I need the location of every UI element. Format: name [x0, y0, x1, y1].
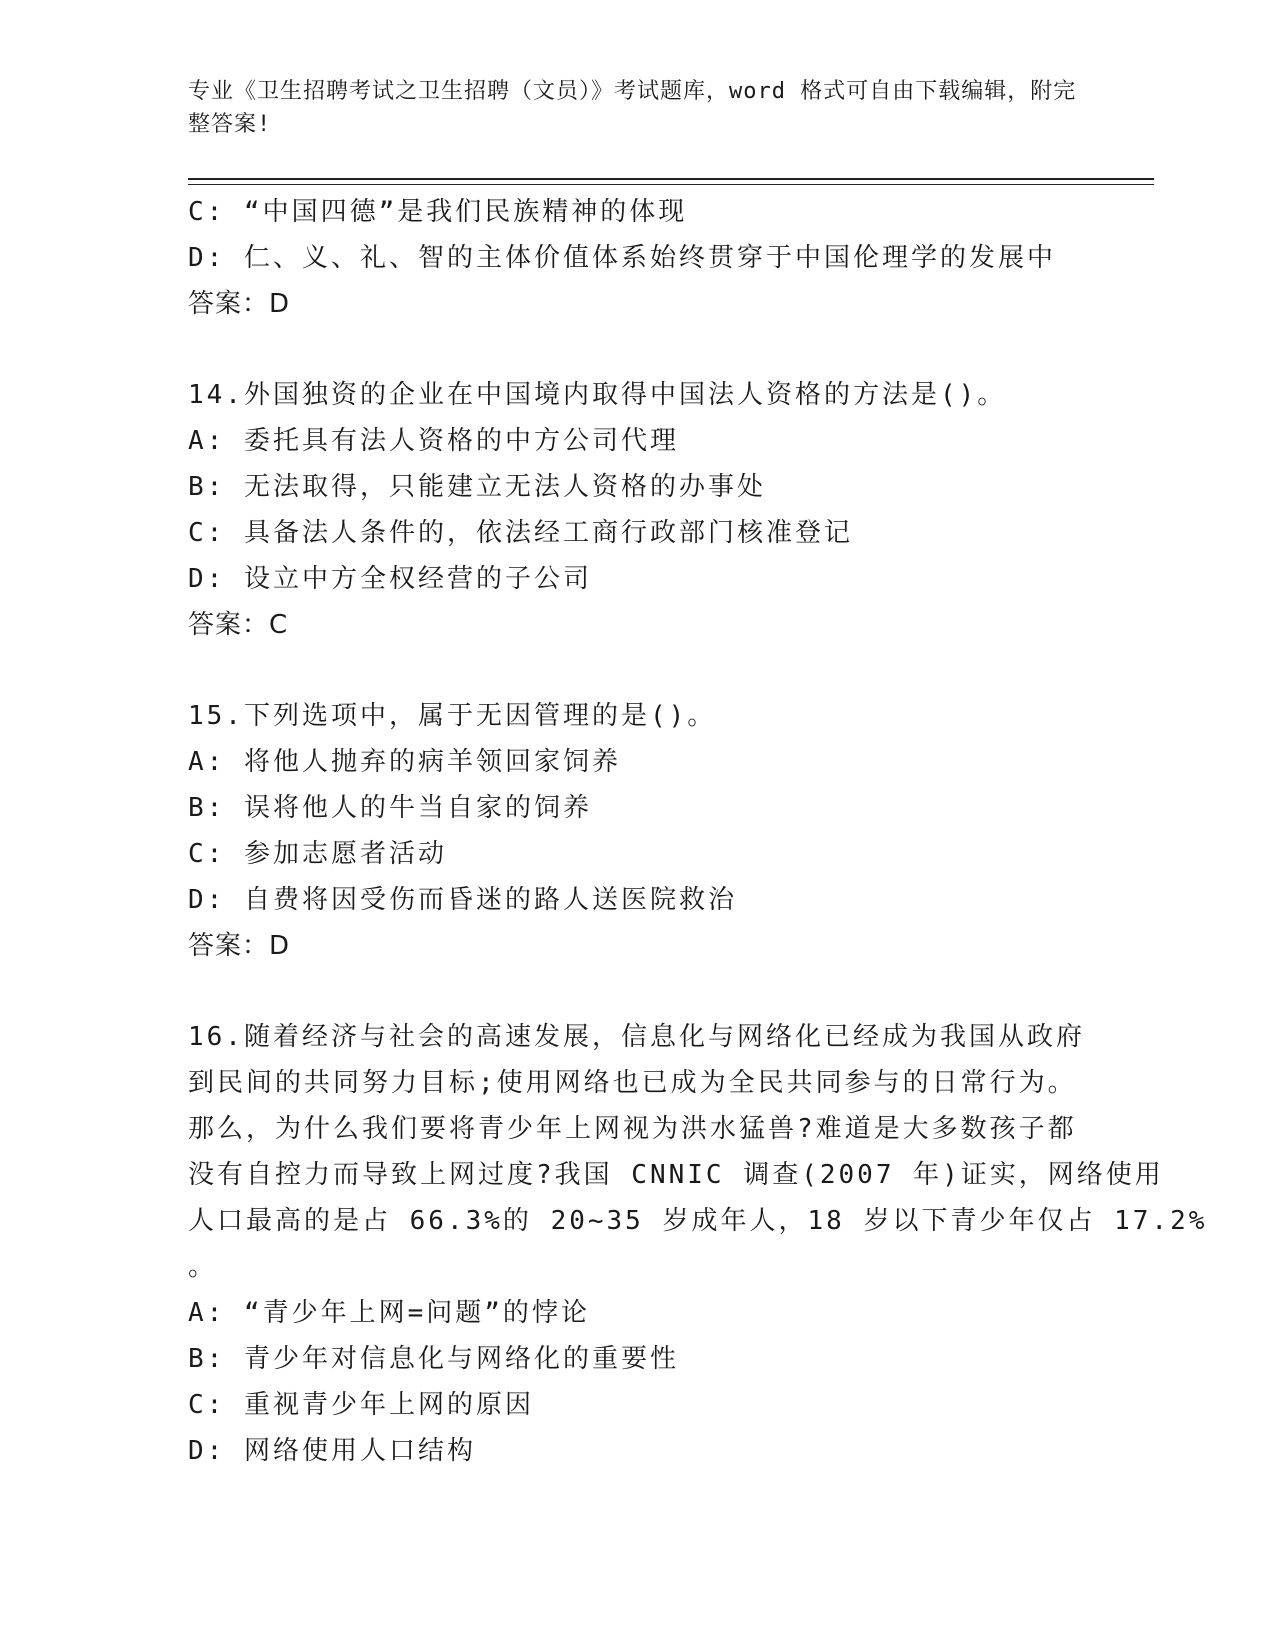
- question-stem-line: 那么，为什么我们要将青少年上网视为洪水猛兽?难道是大多数孩子都: [188, 1114, 1077, 1144]
- header-rule-thin: [188, 184, 1154, 185]
- document-header: 专业《卫生招聘考试之卫生招聘（文员）》考试题库，word 格式可自由下载编辑，附完整答案!: [188, 79, 1077, 137]
- option-d: D: 仁、义、礼、智的主体价值体系始终贯穿于中国伦理学的发展中: [188, 243, 1056, 273]
- option-a: A: 将他人抛弃的病羊领回家饲养: [188, 747, 621, 777]
- spacer: [188, 648, 1088, 693]
- spacer: [188, 969, 1088, 1014]
- option-b: B: 青少年对信息化与网络化的重要性: [188, 1344, 679, 1374]
- option-a: A: 委托具有法人资格的中方公司代理: [188, 426, 679, 456]
- question-content: [188, 189, 1208, 1474]
- option-c: C: 重视青少年上网的原因: [188, 1390, 534, 1420]
- option-d: D: 自费将因受伤而昏迷的路人送医院救治: [188, 885, 737, 915]
- option-c: C: 参加志愿者活动: [188, 839, 447, 869]
- option-d: D: 网络使用人口结构: [188, 1436, 476, 1466]
- question-stem-line: 到民间的共同努力目标;使用网络也已成为全民共同参与的日常行为。: [188, 1068, 1077, 1098]
- option-d: D: 设立中方全权经营的子公司: [188, 564, 592, 594]
- answer-line: 答案：D: [188, 931, 291, 961]
- spacer: [188, 327, 1088, 372]
- option-a: A: “青少年上网=问题”的悖论: [188, 1298, 590, 1328]
- question-stem-line: 。: [188, 1252, 218, 1282]
- question-stem-line: 没有自控力而导致上网过度?我国 CNNIC 调查(2007 年)证实，网络使用: [188, 1160, 1164, 1190]
- option-c: C: 具备法人条件的，依法经工商行政部门核准登记: [188, 518, 853, 548]
- answer-line: 答案：C: [188, 610, 289, 640]
- option-c: C: “中国四德”是我们民族精神的体现: [188, 197, 688, 227]
- question-stem: 14.外国独资的企业在中国境内取得中国法人资格的方法是()。: [188, 380, 1007, 410]
- question-stem: 15.下列选项中，属于无因管理的是()。: [188, 701, 717, 731]
- option-b: B: 无法取得，只能建立无法人资格的办事处: [188, 472, 766, 502]
- option-b: B: 误将他人的牛当自家的饲养: [188, 793, 592, 823]
- answer-line: 答案：D: [188, 289, 291, 319]
- question-stem-line: 人口最高的是占 66.3%的 20~35 岁成年人，18 岁以下青少年仅占 17.2%: [188, 1206, 1208, 1236]
- question-stem-line: 16.随着经济与社会的高速发展，信息化与网络化已经成为我国从政府: [188, 1022, 1085, 1052]
- header-rule-thick: [188, 178, 1154, 180]
